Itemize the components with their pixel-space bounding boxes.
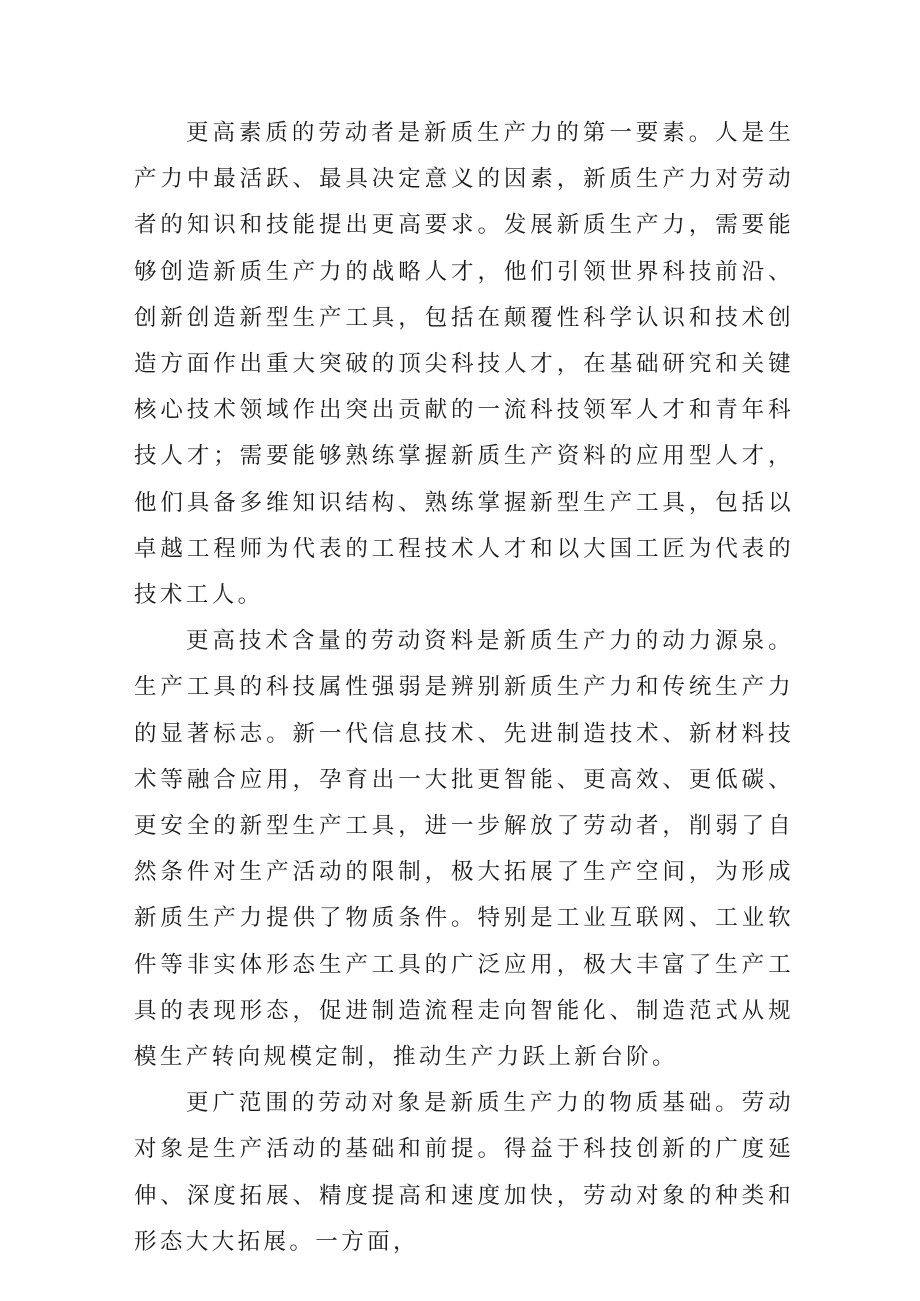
paragraph-means-of-labor: 更高技术含量的劳动资料是新质生产力的动力源泉。生产工具的科技属性强弱是辨别新质生产力和传统生产力的显著标志。新一代信息技术、先进制造技术、新材料技术等融合应用，孕育出一大批更智能、更高效、更低碳、更安全的新型生产工具，进一步解放了劳动者，削弱了自然条件对生产活动的限制，极大拓展了生产空间，为形成新质生产力提供了物质条件。特别是工业互联网、工业软件等非实体形态生产工具的广泛应用，极大丰富了生产工具的表现形态，促进制造流程走向智能化、制造范式从规模生产转向规模定制，推动生产力跃上新台阶。	[134, 628, 794, 1071]
paragraph-objects-of-labor: 更广范围的劳动对象是新质生产力的物质基础。劳动对象是生产活动的基础和前提。得益于科技创新的广度延伸、深度拓展、精度提高和速度加快，劳动对象的种类和形态大大拓展。一方面，	[134, 1090, 794, 1255]
paragraph-skilled-workers: 更高素质的劳动者是新质生产力的第一要素。人是生产力中最活跃、最具决定意义的因素，新质生产力对劳动者的知识和技能提出更高要求。发展新质生产力，需要能够创造新质生产力的战略人才，他们引领世界科技前沿、创新创造新型生产工具，包括在颠覆性科学认识和技术创造方面作出重大突破的顶尖科技人才，在基础研究和关键核心技术领域作出突出贡献的一流科技领军人才和青年科技人才；需要能够熟练掌握新质生产资料的应用型人才，他们具备多维知识结构、熟练掌握新型生产工具，包括以卓越工程师为代表的工程技术人才和以大国工匠为代表的技术工人。	[134, 120, 794, 609]
document-body	[134, 110, 794, 1265]
